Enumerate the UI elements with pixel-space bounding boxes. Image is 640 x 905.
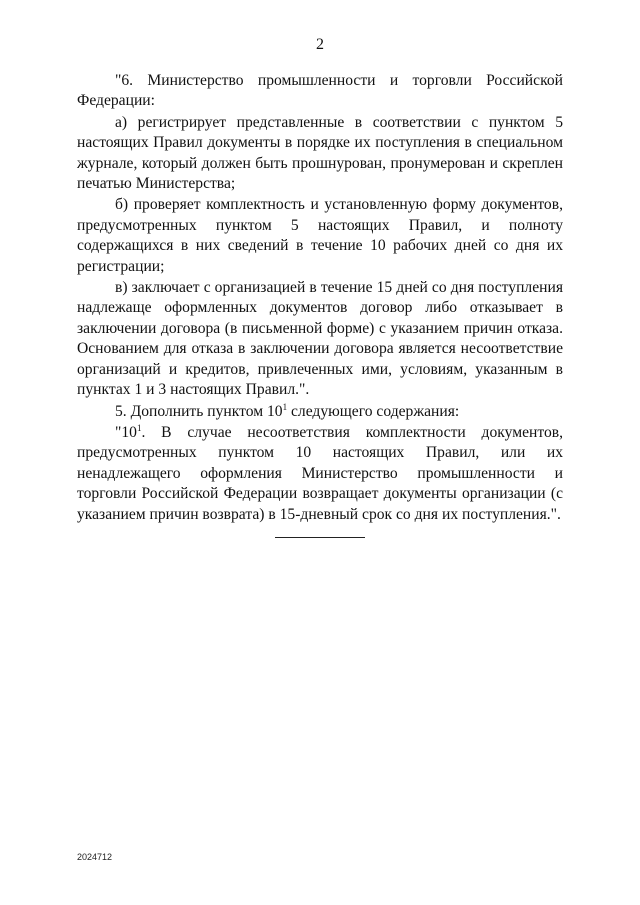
paragraph-subitem-a: а) регистрирует представленные в соответствии с пунктом 5 настоящих Правил документы в порядке их поступления в специальном журнале, который должен быть прошнурован, пронумерован и скреплен печатью Министерства; xyxy=(77,113,563,193)
superscript-marker: 1 xyxy=(136,422,142,433)
paragraph-item-6: "6. Министерство промышленности и торговли Российской Федерации: xyxy=(77,72,563,110)
amendment-5-text-start: 5. Дополнить пунктом 10 xyxy=(115,402,283,420)
paragraph-amendment-5 xyxy=(77,402,563,422)
end-divider xyxy=(275,537,365,538)
paragraph-subitem-b: б) проверяет комплектность и установленную форму документов, предусмотренных пунктом 5 настоящих Правил, и полноту содержащихся в них сведений в течение 10 рабочих дней со дня их регистрации; xyxy=(77,196,563,275)
amendment-5-text-end: следующего содержания: xyxy=(287,402,460,420)
document-code: 2024712 xyxy=(77,852,113,862)
paragraph-subitem-v: в) заключает с организацией в течение 15 дней со дня поступления надлежаще оформленных документов договор либо отказывает в заключении договора (в письменной форме) с указанием причин отказа. Основанием для отказа в заключении договора является несоответствие организаций и кредитов, привлеченных ими, условиям, указанным в пунктах 1 и 3 настоящих Правил.". xyxy=(77,279,563,399)
document-body xyxy=(77,71,563,525)
paragraph-item-10-1 xyxy=(77,423,563,525)
superscript-marker: 1 xyxy=(282,401,288,412)
page-number: 2 xyxy=(316,36,324,53)
item-10-1-text: . В случае несоответствия комплектности документов, предусмотренных пунктом 10 настоящих Правил, или их ненадлежащего оформления Министерство промышленности и торговли Российской Федерации возвращает документы организации (с указанием причин возврата) в 15-дневный срок со дня их поступления.". xyxy=(77,423,563,523)
item-10-1-number: "10 xyxy=(115,423,137,441)
